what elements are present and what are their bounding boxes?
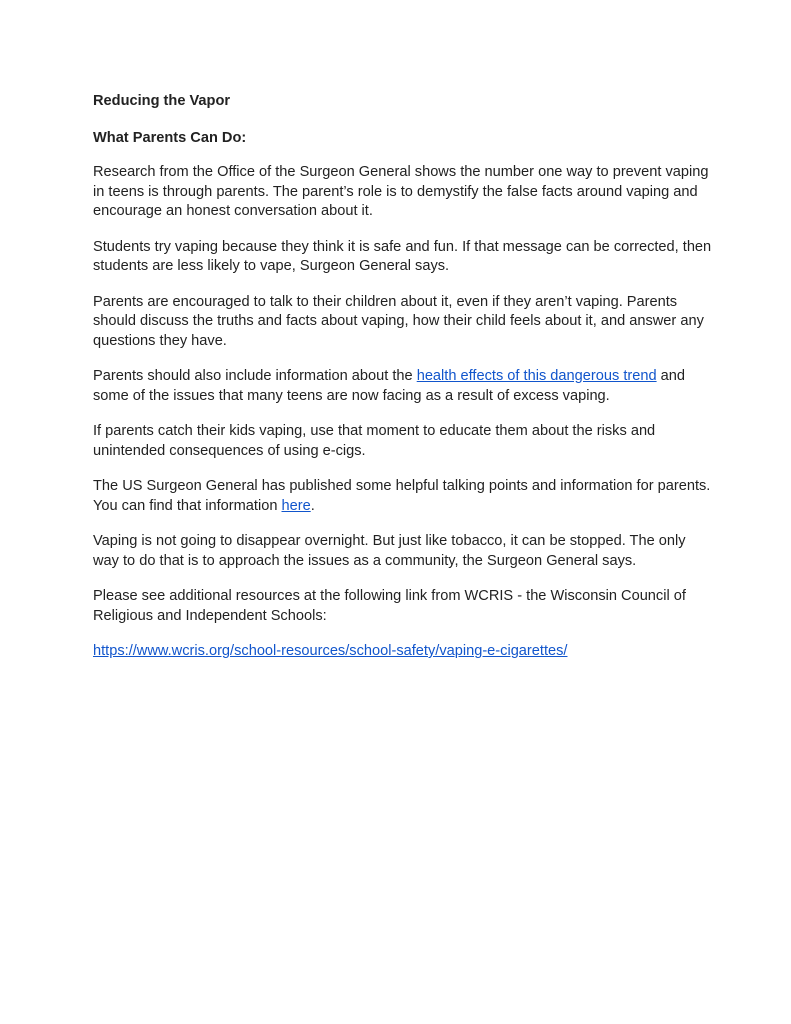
document-title: Reducing the Vapor <box>93 93 231 109</box>
paragraph-parents-talk: Parents are encouraged to talk to their children about it, even if they aren’t vaping. Parents should discuss the truths and facts about vaping, how their child feels about it, and answer any questions they have. <box>93 293 704 349</box>
paragraph-surgeon-general-text-after: . <box>310 497 315 514</box>
paragraph-resources: Please see additional resources at the following link from WCRIS - the Wisconsin Council of Religious and Independent Schools: <box>93 588 686 624</box>
paragraph-community: Vaping is not going to disappear overnight. But just like tobacco, it can be stopped. The only way to do that is to approach the issues as a community, the Surgeon General says. <box>93 533 686 569</box>
paragraph-surgeon-general-text-before: The US Surgeon General has published some helpful talking points and information for parents. You can find that information <box>93 478 711 514</box>
paragraph-health-effects <box>93 367 713 406</box>
resource-url-line <box>93 642 713 662</box>
section-heading: What Parents Can Do: <box>93 129 247 146</box>
paragraph-research: Research from the Office of the Surgeon General shows the number one way to prevent vaping in teens is through parents. The parent’s role is to demystify the false facts around vaping and encourage an honest conversation about it. <box>93 164 709 219</box>
paragraph-surgeon-general <box>93 477 713 516</box>
paragraph-students: Students try vaping because they think it is safe and fun. If that message can be corrected, then students are less likely to vape, Surgeon General says. <box>93 238 712 274</box>
paragraph-health-effects-text-after: and some of the issues that many teens are now facing as a result of excess vaping. <box>93 368 685 404</box>
paragraph-health-effects-text-before: Parents should also include information about the <box>93 368 417 384</box>
here-link[interactable]: here <box>281 497 311 514</box>
paragraph-catch-kids: If parents catch their kids vaping, use that moment to educate them about the risks and unintended consequences of using e-cigs. <box>93 423 656 459</box>
wcris-resource-link[interactable]: https://www.wcris.org/school-resources/school-safety/vaping-e-cigarettes/ <box>93 643 568 659</box>
health-effects-link[interactable]: health effects of this dangerous trend <box>416 368 657 384</box>
document-body <box>93 92 713 662</box>
